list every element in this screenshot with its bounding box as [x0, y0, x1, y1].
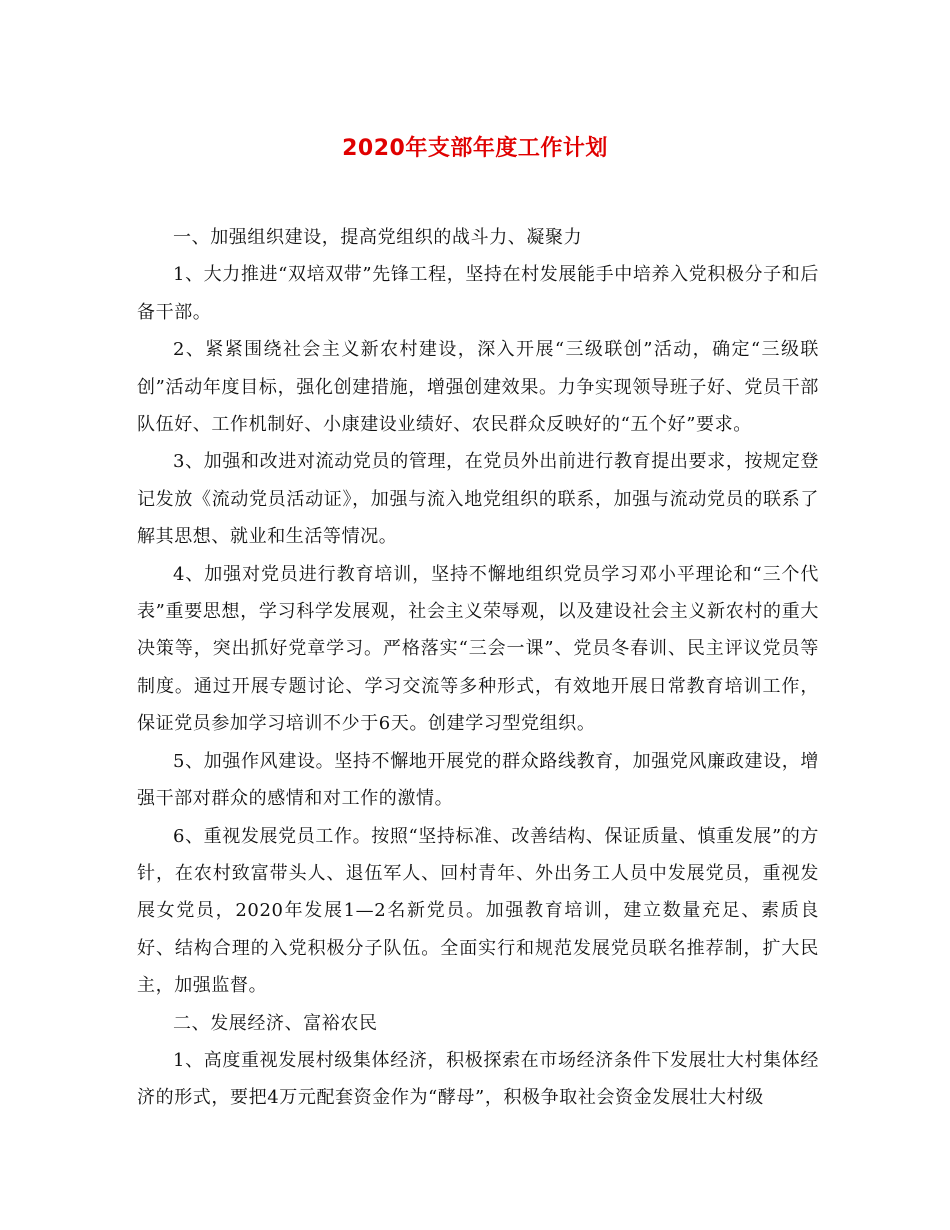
document-body: [137, 219, 819, 1117]
section-heading-2: 二、发展经济、富裕农民: [173, 1012, 378, 1034]
paragraph-1-5: 5、加强作风建设。坚持不懈地开展党的群众路线教育，加强党风廉政建设，增强干部对群众的感情和对工作的激情。: [137, 750, 819, 810]
document-title: 2020年支部年度工作计划: [342, 136, 608, 161]
section-heading-1: 一、加强组织建设，提高党组织的战斗力、凝聚力: [173, 227, 583, 248]
paragraph-1-2: 2、紧紧围绕社会主义新农村建设，深入开展“三级联创”活动，确定“三级联创”活动年度目标，强化创建措施，增强创建效果。力争实现领导班子好、党员干部队伍好、工作机制好、小康建设业绩好、农民群众反映好的“五个好”要求。: [137, 339, 819, 436]
paragraph-1-6: 6、重视发展党员工作。按照“坚持标准、改善结构、保证质量、慎重发展”的方针，在农村致富带头人、退伍军人、回村青年、外出务工人员中发展党员，重视发展女党员，2020年发展1—2名新党员。加强教育培训，建立数量充足、素质良好、结构合理的入党积极分子队伍。全面实行和规范发展党员联名推荐制，扩大民主，加强监督。: [137, 825, 819, 997]
paragraph-1-4: 4、加强对党员进行教育培训，坚持不懈地组织党员学习邓小平理论和“三个代表”重要思想，学习科学发展观，社会主义荣辱观，以及建设社会主义新农村的重大决策等，突出抓好党章学习。严格落实“三会一课”、党员冬春训、民主评议党员等制度。通过开展专题讨论、学习交流等多种形式，有效地开展日常教育培训工作，保证党员参加学习培训不少于6天。创建学习型党组织。: [137, 563, 819, 735]
paragraph-2-1: 1、高度重视发展村级集体经济，积极探索在市场经济条件下发展壮大村集体经济的形式，要把4万元配套资金作为“酵母”，积极争取社会资金发展壮大村级: [137, 1049, 819, 1109]
paragraph-1-1: 1、大力推进“双培双带”先锋工程，坚持在村发展能手中培养入党积极分子和后备干部。: [137, 264, 819, 323]
paragraph-1-3: 3、加强和改进对流动党员的管理，在党员外出前进行教育提出要求，按规定登记发放《流动党员活动证》，加强与流入地党组织的联系，加强与流动党员的联系了解其思想、就业和生活等情况。: [137, 451, 819, 548]
